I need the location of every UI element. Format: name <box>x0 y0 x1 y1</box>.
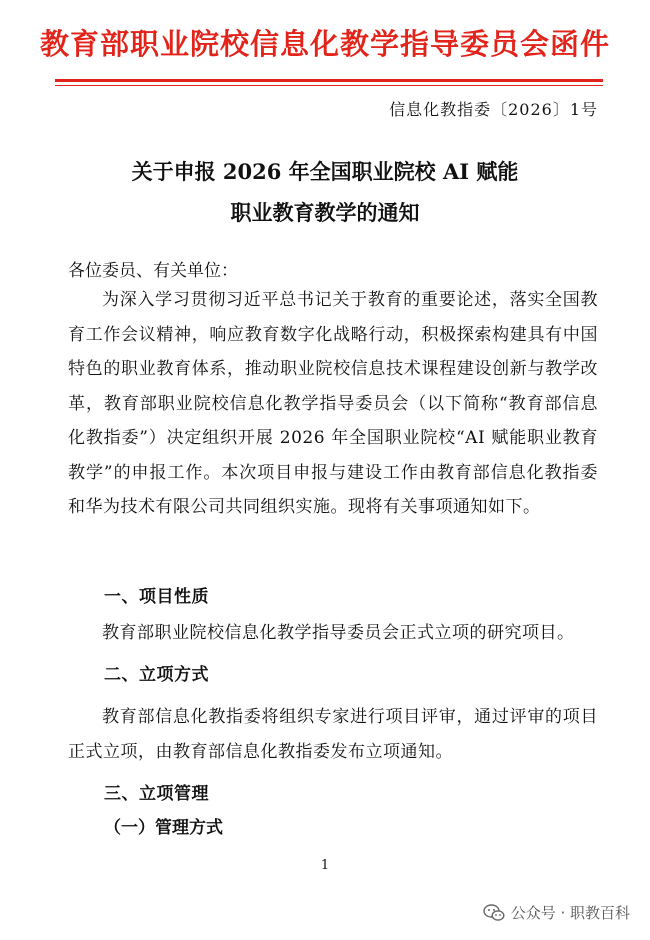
letterhead-rule-thin <box>55 85 603 86</box>
section-heading-3: 三、立项管理 <box>104 784 209 804</box>
document-title-line-2: 职业教育教学的通知 <box>230 200 420 225</box>
wechat-icon <box>483 904 505 922</box>
document-number: 信息化教指委〔2026〕1号 <box>389 100 598 119</box>
intro-paragraph-block <box>68 283 598 525</box>
intro-paragraph: 为深入学习贯彻习近平总书记关于教育的重要论述，落实全国教育工作会议精神，响应教育数字化战略行动，积极探索构建具有中国特色的职业教育体系，推动职业院校信息技术课程建设创新与教学改革，教育部职业院校信息化教学指导委员会（以下简称“教育部信息化教指委”）决定组织开展 2026 年全国职业院校“AI 赋能职业教育教学”的申报工作。本次项目申报与建设工作由教育部信息化教指委和华为技术有限公司共同组织实施。现将有关事项通知如下。 <box>68 290 598 517</box>
watermark <box>483 902 630 923</box>
section-1-body <box>68 616 598 651</box>
watermark-text: 公众号 · 职教百科 <box>510 904 630 922</box>
section-2-body <box>68 700 598 769</box>
section-2-text: 教育部信息化教指委将组织专家进行项目评审，通过评审的项目正式立项，由教育部信息化教指委发布立项通知。 <box>68 707 598 762</box>
section-heading-2: 二、立项方式 <box>104 665 209 685</box>
section-1-text: 教育部职业院校信息化教学指导委员会正式立项的研究项目。 <box>102 623 575 643</box>
letterhead-rule-thick <box>55 79 603 82</box>
document-title-line-1: 关于申报 2026 年全国职业院校 AI 赋能 <box>131 159 519 184</box>
salutation: 各位委员、有关单位： <box>68 261 238 281</box>
page-number: 1 <box>320 858 330 873</box>
letterhead-title: 教育部职业院校信息化教学指导委员会函件 <box>39 27 610 61</box>
section-heading-1: 一、项目性质 <box>104 587 209 607</box>
section-3-subheading: （一）管理方式 <box>104 818 223 838</box>
